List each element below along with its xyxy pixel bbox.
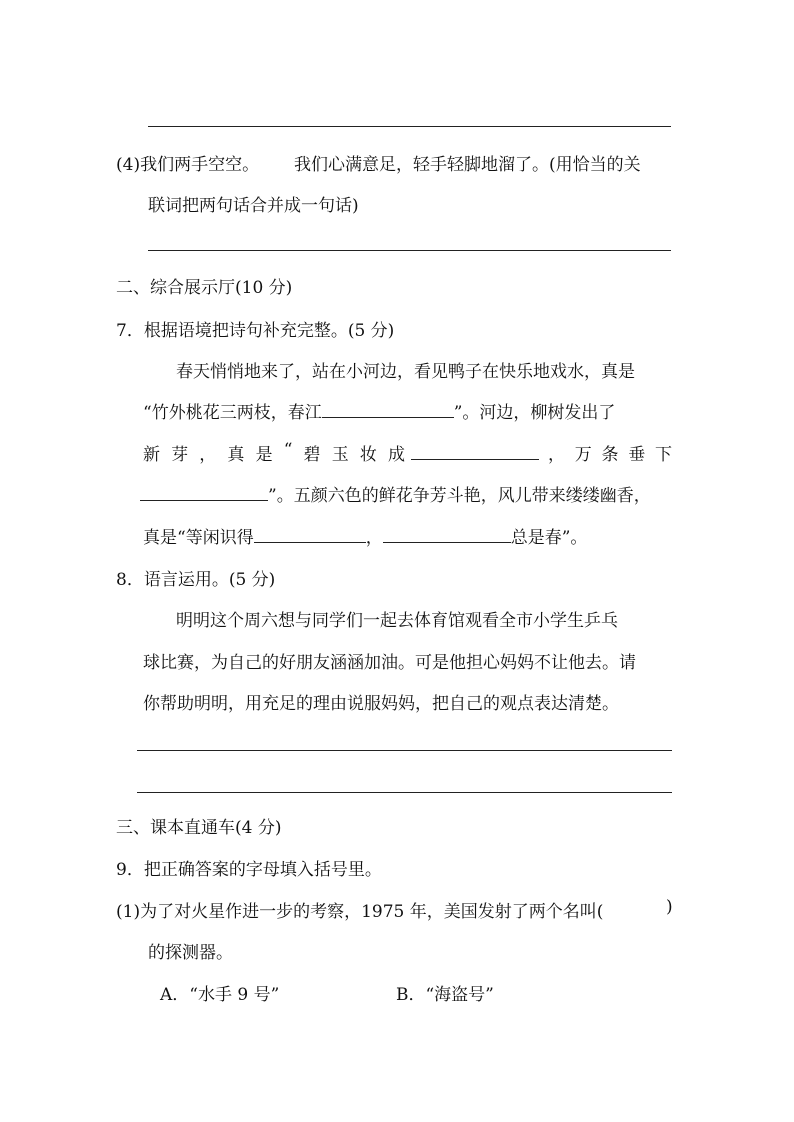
q7-line5-b: ， [365, 528, 383, 548]
q7-line3-char: 妆 [359, 445, 377, 465]
answer-line-q8-1[interactable] [137, 750, 672, 751]
q7-line4 [140, 481, 651, 506]
q7-line3-right [548, 440, 672, 465]
q7-line3-char: ， [548, 445, 565, 465]
q7-line3-char: ， [199, 445, 217, 465]
q9-sub1-line2: 的探测器。 [148, 943, 233, 963]
q8-line1: 明明这个周六想与同学们一起去体育馆观看全市小学生乒乓 [176, 611, 618, 631]
q9-answer-paren-close: ) [666, 897, 673, 917]
q9-title: 9．把正确答案的字母填入括号里。 [116, 860, 382, 880]
section-3-title: 三、课本直通车(4 分) [116, 818, 282, 838]
q7-line3-char: 成 [387, 445, 405, 465]
q9-sub1-line1: (1)为了对火星作进一步的考察，1975 年，美国发射了两个名叫( [116, 902, 604, 922]
q6-4-part1: (4)我们两手空空。 [116, 155, 260, 175]
answer-line-q8-2[interactable] [137, 792, 672, 793]
q7-blank-2[interactable] [411, 459, 539, 460]
q7-line3-char: 真 [227, 445, 245, 465]
answer-line-q6-3[interactable] [148, 126, 671, 127]
q7-line3-left [143, 440, 405, 465]
q6-4-line2: 联词把两句话合并成一句话) [148, 196, 359, 216]
q7-line3-char: 垂 [628, 445, 646, 465]
q7-line3-char: 是 [255, 445, 273, 465]
q7-line5 [143, 523, 587, 548]
q7-line2 [143, 398, 615, 423]
q7-line3-char: 新 [143, 445, 160, 465]
q7-line3-char: 玉 [331, 445, 349, 465]
q7-blank-3[interactable] [140, 499, 268, 501]
q7-title: 7．根据语境把诗句补充完整。(5 分) [116, 321, 395, 341]
q7-line3-char: 万 [574, 445, 592, 465]
q8-line3: 你帮助明明，用充足的理由说服妈妈，把自己的观点表达清楚。 [143, 694, 619, 714]
q7-blank-4[interactable] [254, 541, 366, 543]
q7-line5-a: 真是“等闲识得 [143, 528, 254, 548]
q7-line3-char: 芽 [171, 445, 189, 465]
q7-line2-b: ”。河边，柳树发出了 [453, 403, 616, 423]
q7-line4-b: ”。五颜六色的鲜花争芳斗艳，风儿带来缕缕幽香， [268, 486, 651, 506]
q7-line3-char: 条 [601, 445, 619, 465]
q7-line3-char: 下 [655, 445, 672, 465]
q7-line5-c: 总是春”。 [510, 528, 588, 548]
section-2-title: 二、综合展示厅(10 分) [116, 278, 293, 298]
q7-line2-a: “竹外桃花三两枝，春江 [143, 403, 322, 423]
q9-option-a[interactable]: A．“水手 9 号” [160, 985, 280, 1005]
q7-line1: 春天悄悄地来了，站在小河边，看见鸭子在快乐地戏水，真是 [176, 362, 635, 382]
q9-option-b[interactable]: B．“海盗号” [396, 985, 494, 1005]
q7-line3-char: “ [283, 440, 293, 460]
q8-title: 8．语言运用。(5 分) [116, 570, 276, 590]
q7-blank-5[interactable] [383, 541, 511, 543]
q7-blank-1[interactable] [322, 416, 454, 418]
q6-4-part2: 我们心满意足，轻手轻脚地溜了。(用恰当的关 [294, 155, 641, 175]
q8-line2: 球比赛，为自己的好朋友涵涵加油。可是他担心妈妈不让他去。请 [143, 653, 636, 673]
answer-line-q6-4[interactable] [148, 250, 671, 251]
q7-line3-char: 碧 [303, 445, 321, 465]
